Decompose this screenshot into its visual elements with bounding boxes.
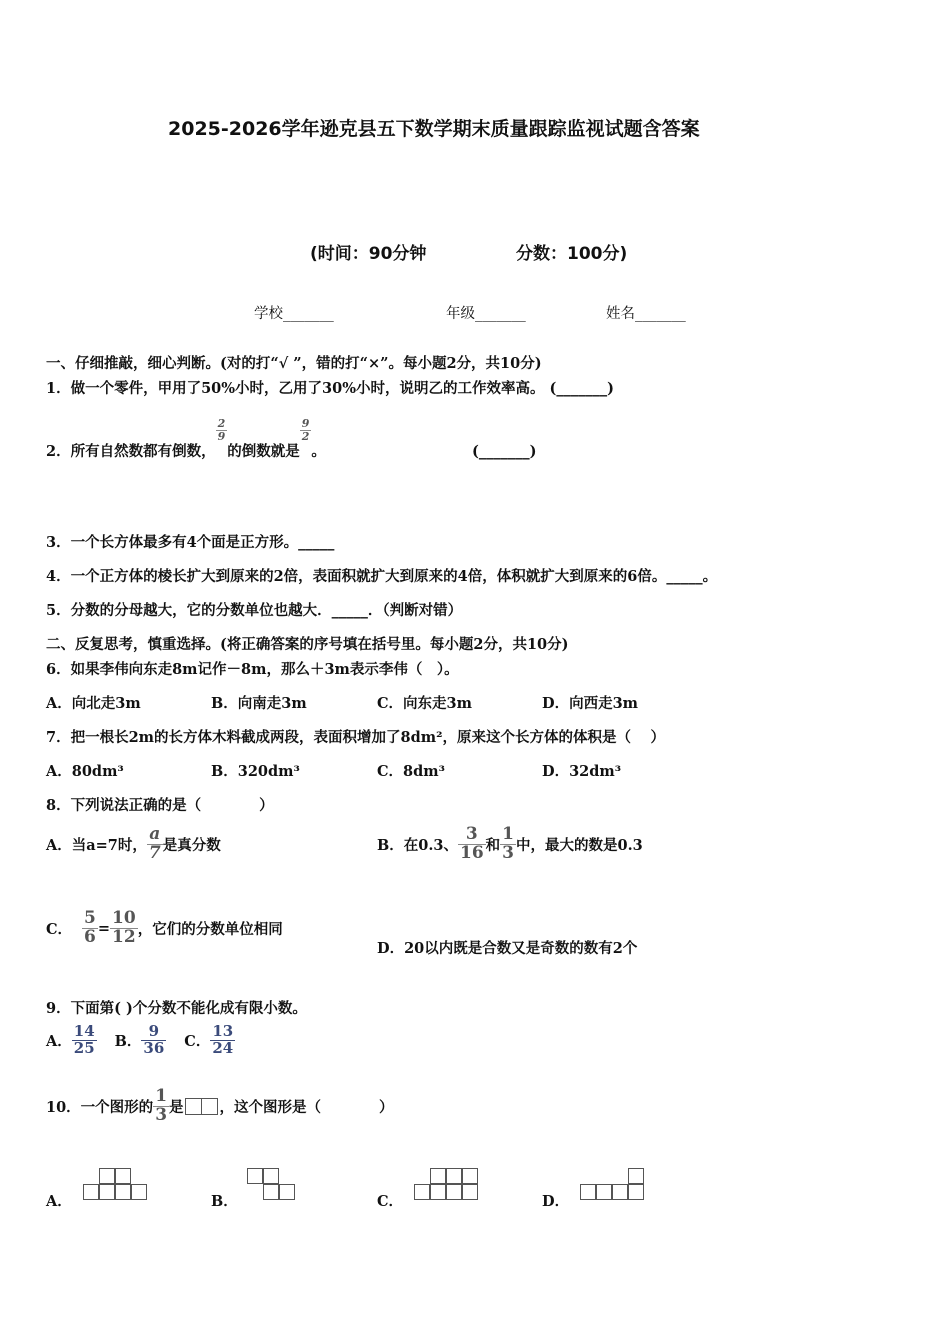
question-4: 4．一个正方体的棱长扩大到原来的2倍，表面积就扩大到原来的4倍，体积就扩大到原来的6倍。_____。: [46, 568, 718, 585]
q7-option-c[interactable]: C．8dm³: [377, 763, 445, 780]
q10-fraction: [153, 1088, 169, 1125]
q2-f1-den: 9: [217, 430, 226, 443]
page-title: 2025-2026学年逊克县五下数学期末质量跟踪监视试题含答案: [168, 118, 700, 140]
question-8: 8．下列说法正确的是（ ）: [46, 797, 274, 814]
q8-option-c[interactable]: [46, 910, 283, 947]
question-5: 5．分数的分母越大，它的分数单位也越大．_____．（判断对错）: [46, 602, 463, 619]
section1-heading: 一、仔细推敲，细心判断。(对的打“√ ”，错的打“×”。每小题2分，共10分): [46, 355, 542, 372]
q9-a-den: 25: [73, 1038, 95, 1057]
q8-c-fraction-1: [82, 910, 98, 947]
q10-text-c: ，这个图形是（ ）: [219, 1098, 394, 1116]
q8-a-text-1: A．当a=7时，: [46, 836, 147, 854]
q8-option-b[interactable]: [377, 826, 643, 863]
question-10: [46, 1088, 394, 1125]
q10-option-d[interactable]: D．: [542, 1193, 570, 1210]
q8-b-fraction-1: [458, 826, 486, 863]
q8-c-text-2: ，它们的分数单位相同: [137, 920, 283, 938]
question-3: 3．一个长方体最多有4个面是正方形。_____: [46, 534, 335, 551]
question-7: 7．把一根长2m的长方体木料截成两段，表面积增加了8dm²，原来这个长方体的体积是（ ）: [46, 729, 665, 746]
q10-den: 3: [155, 1104, 168, 1125]
q9-c-label[interactable]: C．: [184, 1032, 211, 1050]
q8-b-text-2: 和: [485, 836, 501, 854]
q9-b-label[interactable]: B．: [114, 1032, 142, 1050]
q6-option-d[interactable]: D．向西走3m: [542, 695, 639, 712]
q8-a-den: 7: [148, 842, 161, 863]
q8-b-f1-num: 3: [458, 826, 486, 845]
q2-text-c: 。: [311, 443, 326, 460]
q9-options: [46, 1024, 235, 1057]
q8-b-f2-num: 1: [502, 824, 514, 844]
q8-a-num: a: [147, 826, 163, 845]
exam-time: (时间：90分钟: [310, 244, 427, 264]
q8-b-f2-den: 3: [502, 842, 514, 863]
q10-option-b[interactable]: B．: [211, 1193, 238, 1210]
grade-field[interactable]: 年级_______: [446, 306, 526, 322]
question-2: [46, 418, 326, 461]
q9-a-fraction: [72, 1024, 97, 1057]
q9-a-label[interactable]: A．: [46, 1032, 72, 1050]
q6-option-b[interactable]: B．向南走3m: [211, 695, 307, 712]
q9-a-num: 14: [73, 1022, 95, 1040]
q2-f2-den: 2: [301, 430, 310, 443]
q6-option-a[interactable]: A．向北走3m: [46, 695, 141, 712]
q8-option-d[interactable]: D．20以内既是合数又是奇数的数有2个: [377, 940, 638, 957]
q2-answer-blank[interactable]: (_______): [472, 443, 537, 460]
q8-b-f1-den: 16: [459, 842, 484, 863]
q7-option-a[interactable]: A．80dm³: [46, 763, 124, 780]
q8-a-fraction: [147, 826, 163, 863]
q8-option-a[interactable]: [46, 826, 221, 863]
q8-a-text-2: 是真分数: [162, 836, 221, 854]
q8-c-f1-den: 6: [84, 926, 96, 947]
name-field[interactable]: 姓名_______: [606, 306, 686, 322]
question-1: 1．做一个零件，甲用了50%小时，乙用了30%小时，说明乙的工作效率高。 (_______): [46, 380, 615, 397]
q8-c-equals: =: [97, 919, 111, 937]
q7-option-d[interactable]: D．32dm³: [542, 763, 622, 780]
exam-score: 分数：100分): [516, 244, 628, 264]
q2-f1-num: 2: [217, 417, 226, 431]
q6-option-c[interactable]: C．向东走3m: [377, 695, 472, 712]
q8-b-text-1: B．在0.3、: [377, 836, 458, 854]
q8-c-f2-num: 10: [112, 908, 136, 928]
q9-c-fraction: [210, 1024, 235, 1057]
q8-c-f1-num: 5: [84, 908, 96, 928]
q2-f2-num: 9: [301, 417, 310, 431]
q10-option-c[interactable]: C．: [377, 1193, 404, 1210]
q10-text-a: 10．一个图形的: [46, 1098, 154, 1116]
section2-heading: 二、反复思考，慎重选择。(将正确答案的序号填在括号里。每小题2分，共10分): [46, 636, 569, 653]
q2-text-b: 的倒数就是: [227, 443, 300, 460]
q9-b-fraction: [141, 1024, 166, 1057]
q9-c-den: 24: [212, 1038, 234, 1057]
q9-b-den: 36: [143, 1038, 165, 1057]
q10-option-a[interactable]: A．: [46, 1193, 72, 1210]
q9-b-num: 9: [141, 1024, 166, 1041]
question-9: 9．下面第( )个分数不能化成有限小数。: [46, 1000, 307, 1017]
q2-fraction-1: [216, 418, 228, 442]
q10-num: 1: [155, 1086, 168, 1106]
q2-text-a: 2．所有自然数都有倒数，: [46, 443, 216, 460]
q8-c-f2-den: 12: [112, 926, 136, 947]
q2-fraction-2: [300, 418, 312, 442]
q8-b-text-3: 中，最大的数是0.3: [516, 836, 643, 854]
q8-b-fraction-2: [500, 826, 516, 863]
q9-c-num: 13: [212, 1022, 234, 1040]
q10-text-b: 是: [169, 1098, 184, 1116]
question-6: 6．如果李伟向东走8m记作－8m，那么＋3m表示李伟（ ）。: [46, 661, 459, 678]
q7-option-b[interactable]: B．320dm³: [211, 763, 300, 780]
school-field[interactable]: 学校_______: [254, 306, 334, 322]
q8-c-text-1: C．: [46, 920, 73, 938]
q10-shape-two-squares: [185, 1098, 219, 1115]
q8-c-fraction-2: [110, 910, 138, 947]
